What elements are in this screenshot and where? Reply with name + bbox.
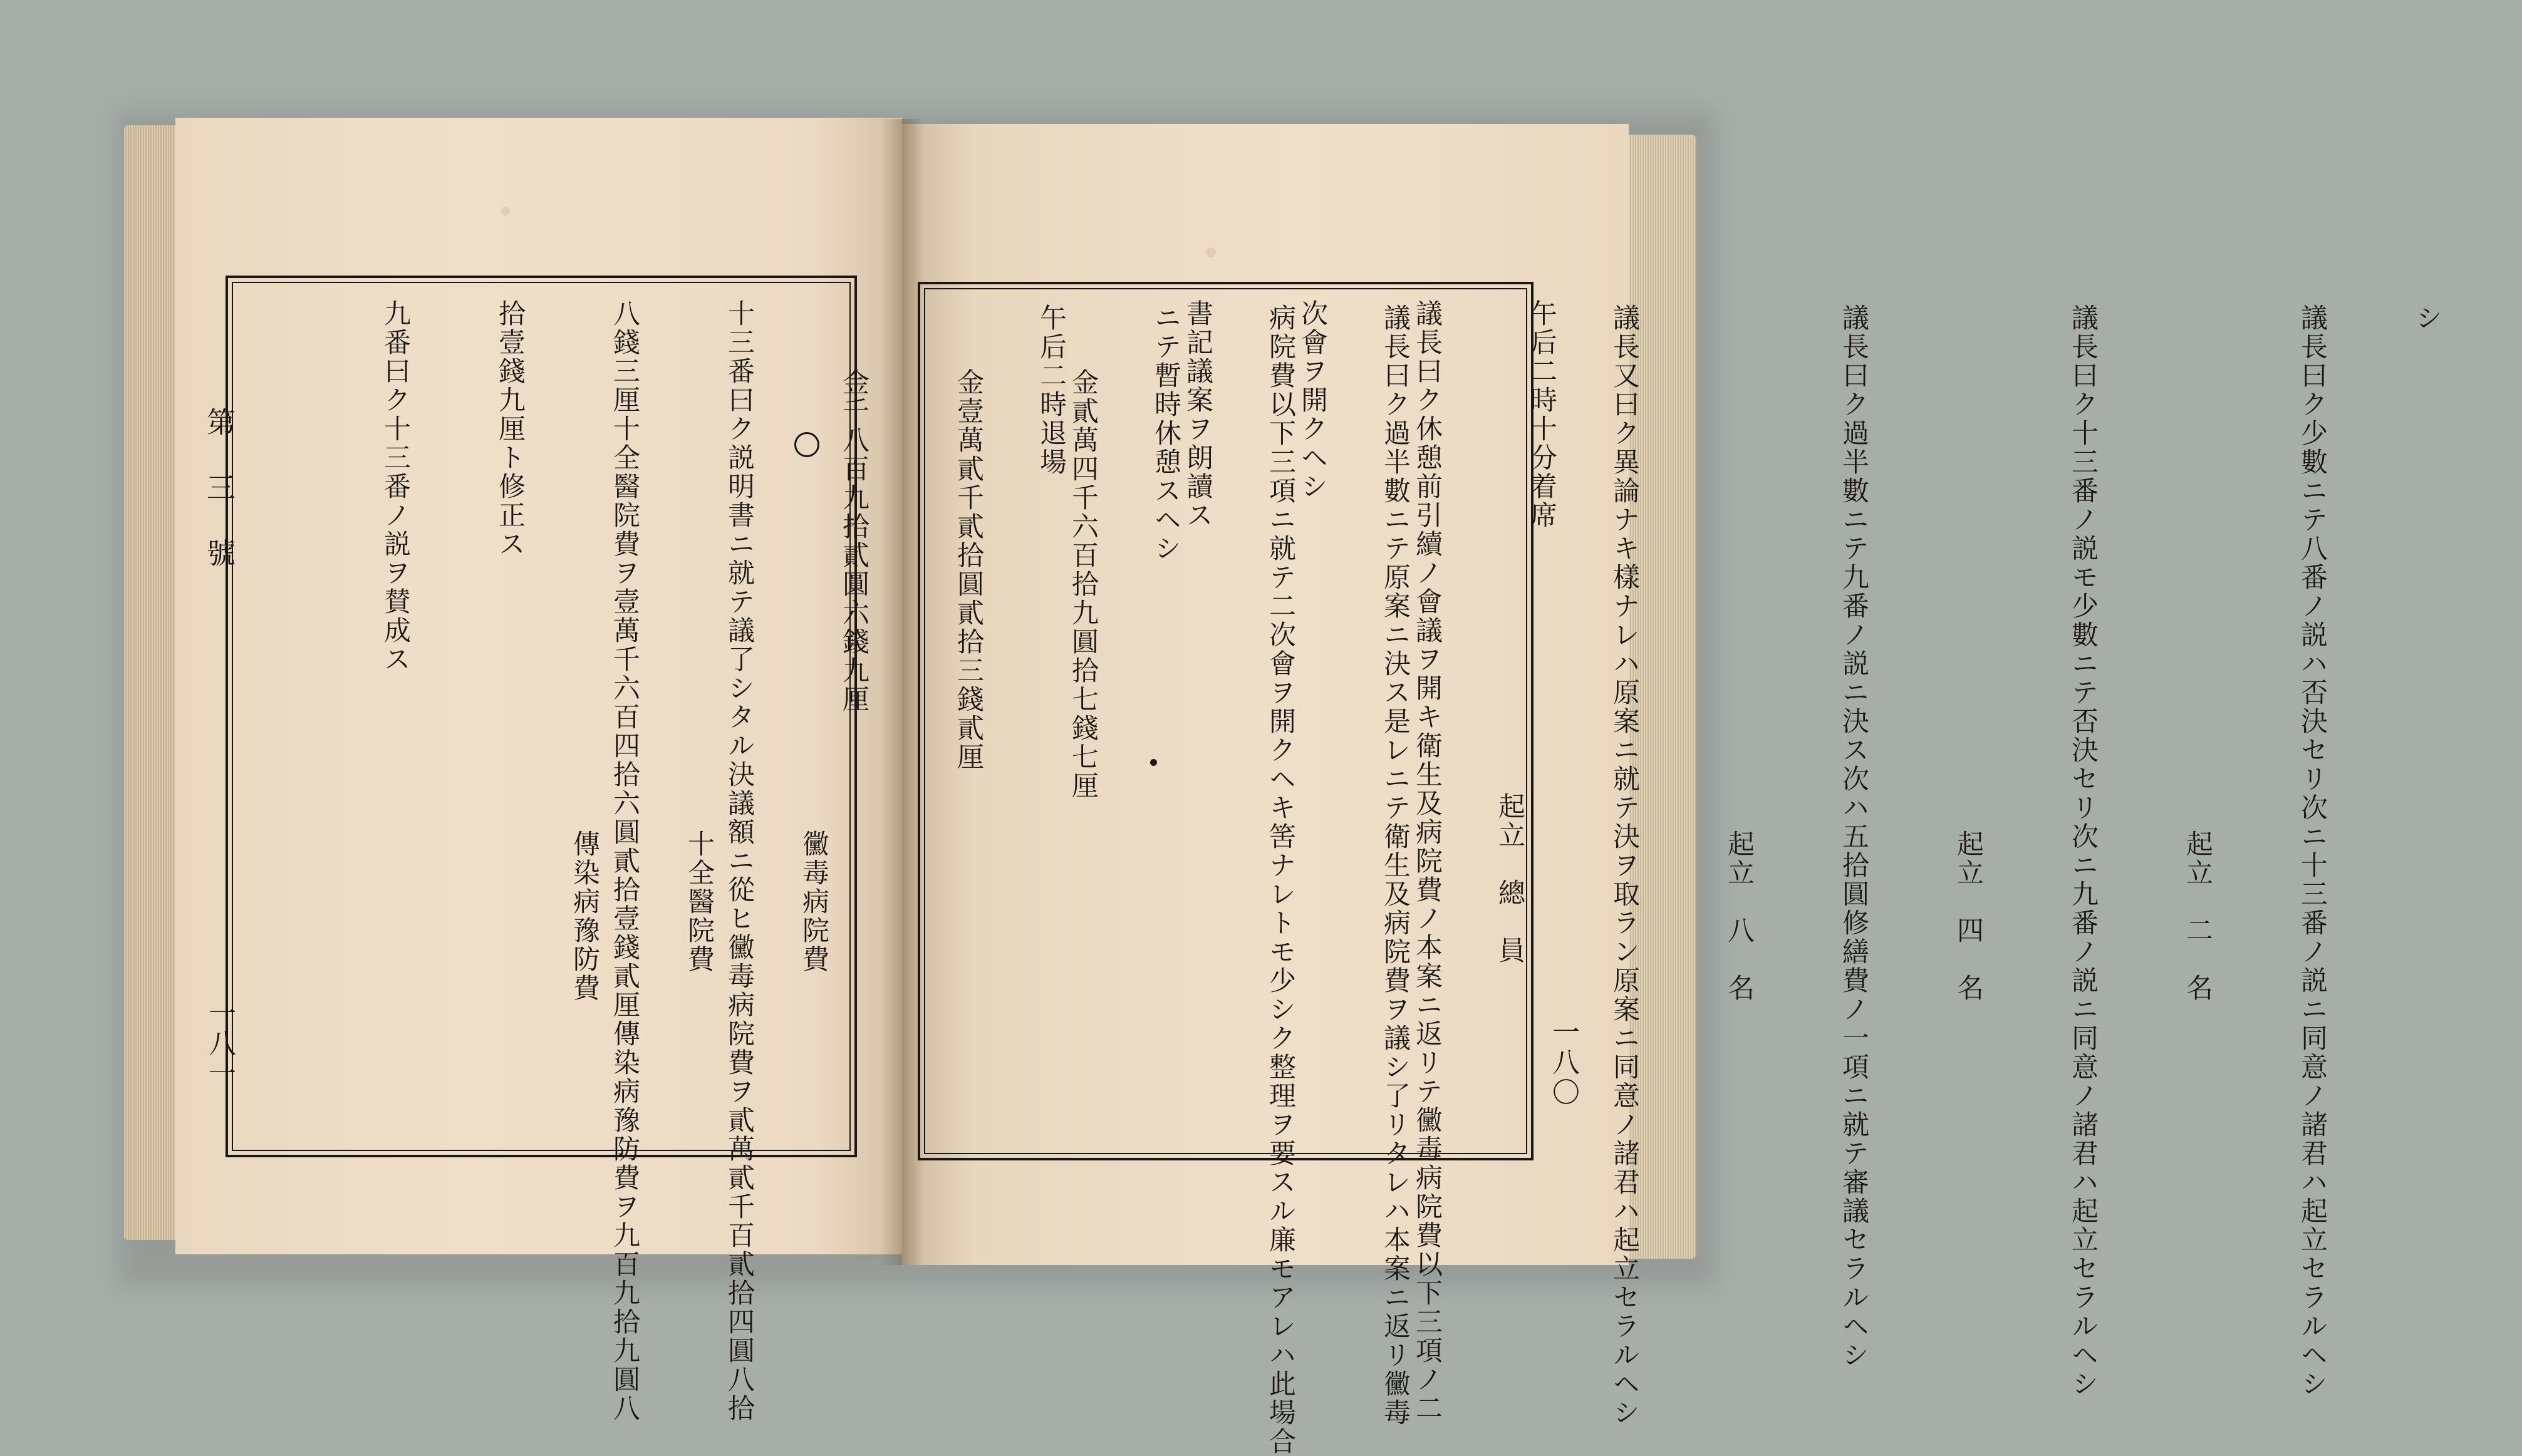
text-column: 拾壹錢九厘ト修正ス xyxy=(494,299,526,559)
text-column: 金壹萬貳千貳拾圓貳拾三錢貳厘 xyxy=(953,368,984,772)
text-column: シ xyxy=(2411,304,2442,333)
text-column: 午后二時十分着席 xyxy=(1526,299,1557,530)
text-column: 議長曰ク十三番ノ説モ少數ニテ否決セリ次ニ九番ノ説ニ同意ノ諸君ハ起立セラルヘシ xyxy=(2067,304,2099,1398)
text-column: 金貳萬四千六百拾九圓拾七錢七厘 xyxy=(1067,368,1099,800)
text-column: 議長又曰ク異論ナキ樣ナレハ原案ニ就テ決ヲ取ラン原案ニ同意ノ諸君ハ起立セラルヘシ xyxy=(1609,304,1640,1427)
text-column: 午后二時退場 xyxy=(1035,304,1067,477)
budget-item: 十全醫院費 xyxy=(683,830,715,974)
running-head: 第 三 號 xyxy=(202,407,236,581)
text-column: 金千八百九拾貳圓六錢九厘 xyxy=(838,368,869,714)
text-column: 議長曰ク少數ニテ八番ノ説ハ否決セリ次ニ十三番ノ説ニ同意ノ諸君ハ起立セラルヘシ xyxy=(2296,304,2328,1398)
page-number-right: 一八〇 xyxy=(1547,1018,1579,1108)
page-number-left: 一八一 xyxy=(204,999,236,1089)
text-column: 議長曰ク過半數ニテ原案ニ決ス是レニテ衛生及病院費ヲ議シ了リタレハ本案ニ返リ黴毒 xyxy=(1379,304,1411,1427)
text-column: 議長曰ク休憩前引續ノ會議ヲ開キ衛生及病院費ノ本案ニ返リテ黴毒病院費以下三項ノ二 xyxy=(1411,299,1443,1423)
text-column: ニテ暫時休憩スヘシ xyxy=(1150,304,1181,563)
text-column: 八錢三厘十全醫院費ヲ壹萬千六百四拾六圓貳拾壹錢貳厘傳染病豫防費ヲ九百九拾九圓八 xyxy=(609,299,640,1423)
text-column: 次會ヲ開クヘシ xyxy=(1297,299,1328,501)
text-column: 起立 四 名 xyxy=(1953,830,1984,1003)
text-column: 書記議案ヲ朗讀ス xyxy=(1182,299,1213,530)
text-column: 病院費以下三項ニ就テ二次會ヲ開クヘキ筈ナレトモ少シク整理ヲ要スル廉モアレハ此場合 xyxy=(1265,304,1296,1456)
budget-item-labels xyxy=(489,830,909,1080)
budget-item: 黴毒病院費 xyxy=(798,830,829,974)
text-column: 議長曰ク過半數ニテ九番ノ説ニ決ス次ハ五拾圓修繕費ノ一項ニ就テ審議セラルヘシ xyxy=(1838,304,1869,1370)
text-column: 起立 二 名 xyxy=(2182,830,2213,1003)
budget-item: 傳染病豫防費 xyxy=(569,830,600,1003)
text-column: 十三番曰ク説明書ニ就テ議了シタル決議額ニ從ヒ黴毒病院費ヲ貳萬貳千百貳拾四圓八拾 xyxy=(724,299,755,1423)
paper-spot xyxy=(1206,247,1216,257)
right-body-text xyxy=(955,304,2522,1456)
text-column: 起立 八 名 xyxy=(1723,830,1755,1003)
page-edges-left xyxy=(124,125,182,1240)
text-column: 九番曰ク十三番ノ説ヲ賛成ス xyxy=(380,299,411,674)
paper-spot xyxy=(501,207,510,215)
text-column: 起立 總 員 xyxy=(1494,792,1525,965)
